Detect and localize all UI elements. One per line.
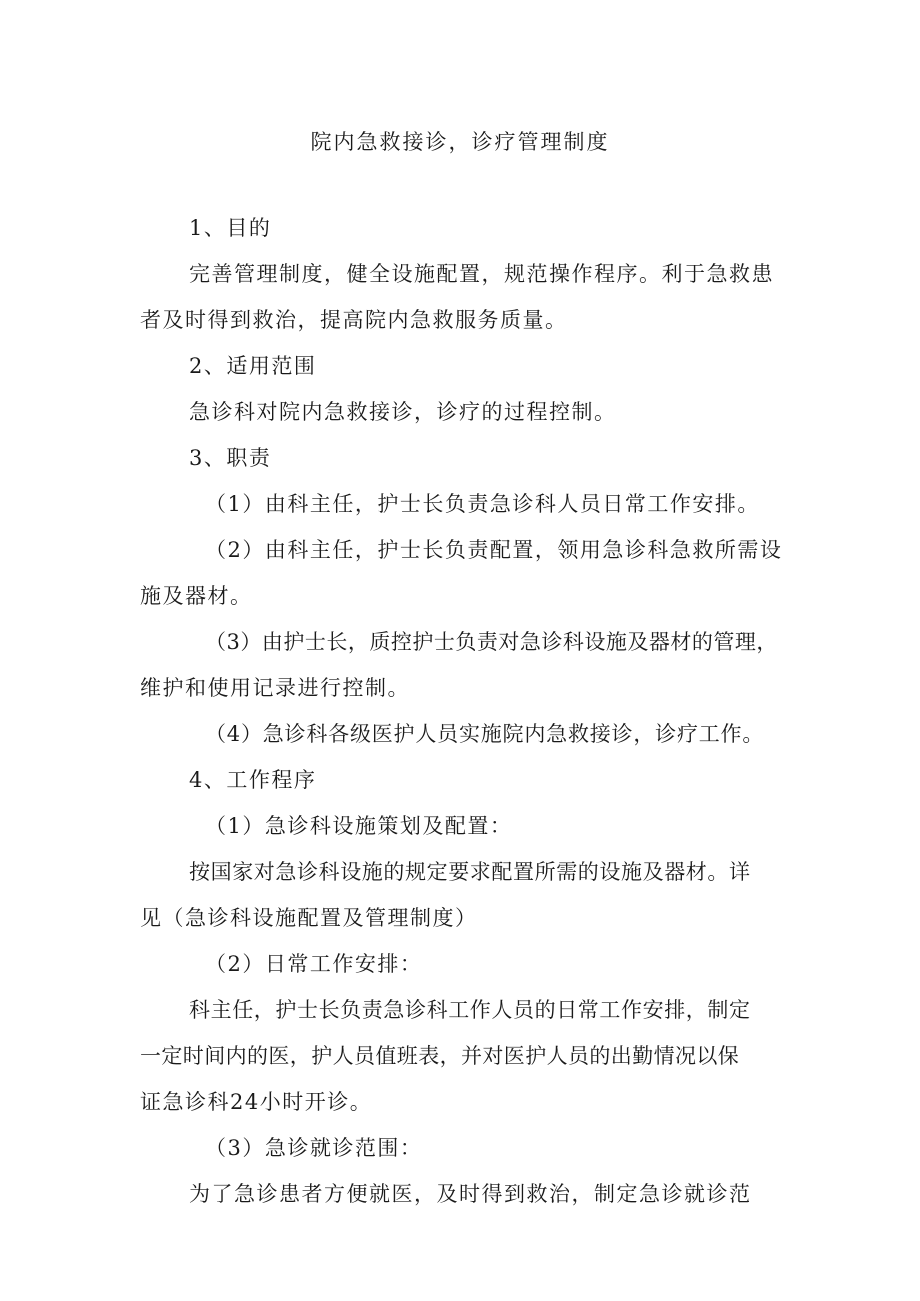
- list-item-line: （1）由科主任，护士长负责急诊科人员日常工作安排。: [205, 492, 760, 516]
- subsection-heading: （1）急诊科设施策划及配置：: [205, 814, 513, 838]
- section-heading-scope: 2、适用范围: [189, 354, 317, 378]
- paragraph-line: 科主任，护士长负责急诊科工作人员的日常工作安排，制定: [189, 998, 751, 1022]
- list-item-line: （3）由护士长，质控护士负责对急诊科设施及器材的管理，: [205, 630, 778, 654]
- paragraph-line: 完善管理制度，健全设施配置，规范操作程序。利于急救患: [189, 262, 774, 286]
- section-heading-responsibilities: 3、职责: [189, 446, 272, 470]
- paragraph-line: 证急诊科24小时开诊。: [140, 1090, 373, 1114]
- list-item-line: （4）急诊科各级医护人员实施院内急救接诊，诊疗工作。: [205, 722, 765, 746]
- paragraph-line: 见（急诊科设施配置及管理制度）: [140, 906, 478, 930]
- paragraph-line: 者及时得到救治，提高院内急救服务质量。: [140, 308, 568, 332]
- section-heading-procedure: 4、工作程序: [189, 768, 317, 792]
- document-title: 院内急救接诊，诊疗管理制度: [310, 130, 610, 154]
- paragraph-line: 按国家对急诊科设施的规定要求配置所需的设施及器材。详: [189, 860, 751, 884]
- paragraph-line: 急诊科对院内急救接诊，诊疗的过程控制。: [189, 400, 617, 424]
- subsection-heading: （2）日常工作安排：: [205, 952, 423, 976]
- subsection-heading: （3）急诊就诊范围：: [205, 1136, 423, 1160]
- list-item-line: （2）由科主任，护士长负责配置，领用急诊科急救所需设: [205, 538, 783, 562]
- section-heading-purpose: 1、目的: [189, 216, 272, 240]
- list-item-line: 维护和使用记录进行控制。: [140, 676, 410, 700]
- paragraph-line: 一定时间内的医，护人员值班表，并对医护人员的出勤情况以保: [140, 1044, 740, 1068]
- paragraph-line: 为了急诊患者方便就医，及时得到救治，制定急诊就诊范: [189, 1182, 752, 1206]
- list-item-line: 施及器材。: [140, 584, 253, 608]
